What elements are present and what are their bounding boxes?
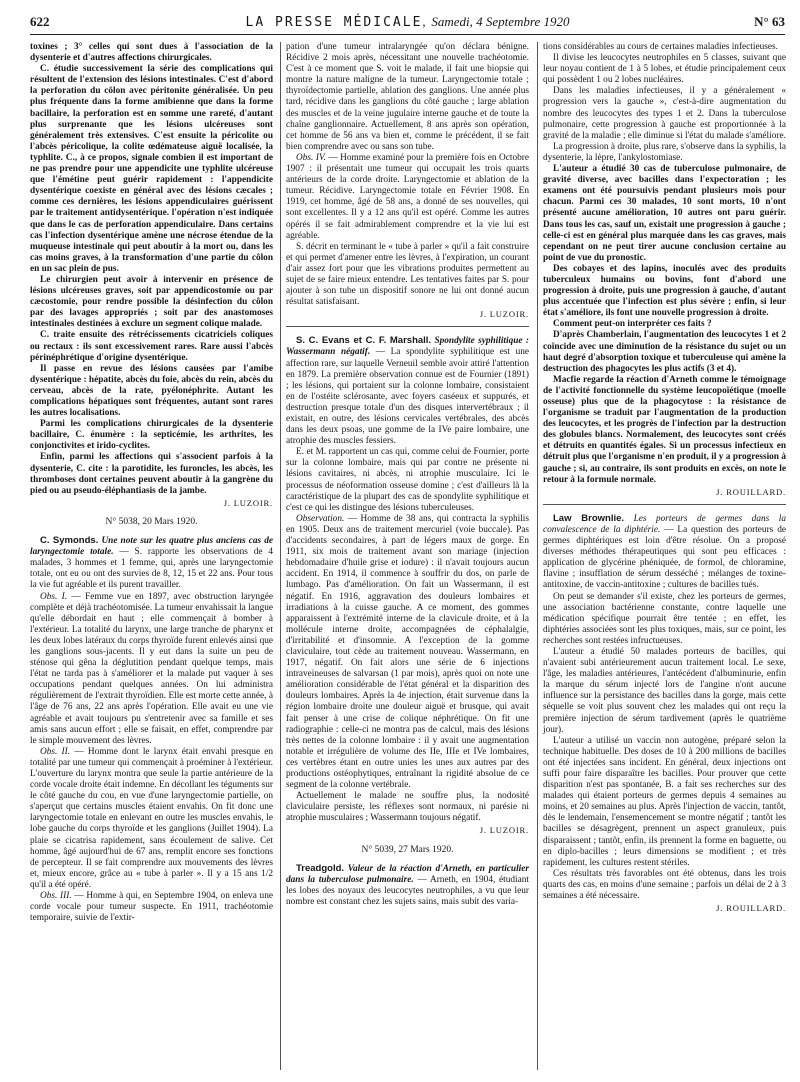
paragraph: Enfin, parmi les affections qui s'associent parfois à la dysenterie, C. cite : la parotidite, les furoncles, les abcès, les thromboses dont certaines peuvent aboutir à la gangrène du pied ou au pseudo-éléphantiasis de la jambe. [30,452,273,496]
abstract-intro [543,513,786,592]
paragraph: Dans les maladies infectieuses, il y a généralement « progression vers la gauche », c'est-à-dire augmentation du nombre des leucocytes des types 1 et 2. Dans la tuberculose pulmonaire, cette progression à gauche est proportionnée à la gravité de la maladie ; elle diminue si l'état du malade s'améliore. [543,86,786,141]
signature: J. ROUILLARD. [716,486,786,497]
abstract-title: Une note sur les quatre plus anciens cas de laryngectomie totale. [30,536,273,558]
abstract-intro [286,335,529,447]
abstract-text: — Arneth, en 1904, étudiant les lobes des noyaux des leucocytes neutrophiles, a vu que leur nombre est constant chez les sujets sains, mais subit des varia- [286,874,529,907]
paragraph: pation d'une tumeur intralaryngée qu'on déclara bénigne. Récidive 2 mois après, nécessitant une nouvelle trachéotomie. C'est à ce moment que S. voit le malade, il fait une biopsie qui montre la nature maligne de la tumeur. Laryngectomie totale ; thyroïdectomie partielle, ablation des ganglions. Une année plus tard, récidive dans les ganglions du côté gauche ; large ablation des muscles et de la veine jugulaire interne gauche et de toute la chaîne ganglionnaire. Actuellement, 8 ans après son opération, cet homme de 56 ans va bien et, comme le précédent, il se fait bien comprendre avec ou sans son tube. [286,42,529,152]
paragraph: E. et M. rapportent un cas qui, comme celui de Fournier, porte sur la colonne lombaire, mais qui par contre ne présente ni lésions cavitaires, ni abcès, ni atrophie musculaire. Ici le processus de néoformation osseuse domine ; c'est d'ailleurs là la caractéristique de la plupart des cas de spondylite syphilitique et c'est ce qui les distingue des lésions tuberculeuses. [286,447,529,513]
paragraph: Actuellement le malade ne souffre plus, la nodosité claviculaire persiste, les réflexes sont normaux, ni parésie ni atrophie musculaires ; Wassermann toujours négatif. [286,791,529,824]
paragraph: Des cobayes et des lapins, inoculés avec des produits tuberculeux humains ou bovins, font d'abord une progression à droite, puis une progression à gauche, d'autant plus accentuée que l'infection est plus sévère ; enfin, si leur état s'améliore, ils font une nouvelle progression à droite. [543,263,786,319]
column-1 [30,42,273,924]
column-divider-1 [280,42,281,1070]
observation [30,747,273,891]
observation [286,153,529,242]
header-rule [30,34,785,35]
observation-text: — Homme à qui, en Septembre 1904, on enleva une corde vocale pour tumeur suspecte. En 1911, trachéotomie temporaire, suivie de l'extir- [30,891,273,924]
observation-text: — Homme dont le larynx était envahi presque en totalité par une tumeur qui commençait à proéminer à l'extérieur. L'ouverture du larynx montra que seule la partie antérieure de la corde vocale droite était indemne. En décollant les téguments sur le côté gauche du cou, en vue d'une laryngectomie partielle, on s'aperçut que certains muscles étaient envahis. On fit donc une laryngectomie totale en enlevant en outre les muscles envahis, le lobe gauche du corps thyroïde et les ganglions (Juillet 1904). La plaie se cicatrisa rapidement, sans écoulement de salive. Cet homme, âgé aujourd'hui de 67 ans, remplit encore ses fonctions de percepteur. Il se fait comprendre aux mouvements des lèvres et, mieux encore, grâce au « tube à parler ». Il y a 15 ans 1/2 qu'il a été opéré. [30,746,273,890]
abstract-text: — La spondylite syphilitique est une affection rare, sur laquelle Verneuil semble avoir attiré l'attention en 1879. La première observation connue est de Fournier (1891) ; les lésions, qui portaient sur la colonne lombaire, consistaient en de l'ostéite sclérosante, avec foyers caséeux et suppurés, et destruction presque totale d'un des disques intervertébraux ; il existait, en outre, des lésions cervicales vertébrales, des abcès dans les deux psoas, une gomme de la IVe paire lombaire, une atrophie des muscles fessiers. [286,347,529,447]
paragraph: L'auteur a étudié 30 cas de tuberculose pulmonaire, de gravité diverse, avec bacilles dans l'expectoration ; les examens ont été poursuivis pendant plusieurs mois pour chacun. Parmi ces 30 malades, 10 sont morts, 10 n'ont présenté aucune amélioration, 10 autres ont paru guérir. Dans tous les cas, sauf un, existait une progression à gauche ; celle-ci est en général plus marquée dans les cas graves, mais cependant on ne peut tirer aucune conclusion certaine au point de vue du pronostic. [543,164,786,263]
paragraph: Comment peut-on interpréter ces faits ? [553,319,712,330]
observation [30,891,273,924]
separator [543,504,786,505]
paragraph: D'après Chamberlain, l'augmentation des leucocytes 1 et 2 coïncide avec une diminution de la résistance du sujet ou un haut degré d'absorption toxique et tuberculeuse qui amène la destruction des phagocytes les plus actifs (3 et 4). [543,330,786,374]
paragraph: La progression à droite, plus rare, s'observe dans la syphilis, la dysenterie, la lèpre, l'ankylostomiase. [543,141,786,163]
paragraph: tions considérables au cours de certaines maladies infectieuses. [543,42,778,52]
abstract-title: Valeur de la réaction d'Arneth, en particulier dans la tuberculose pulmonaire. [286,863,529,885]
abstract-title: Spondylite syphilitique : Wassermann négatif. [286,336,529,358]
paragraph: Parmi les complications chirurgicales de la dysenterie bacillaire, C. énumère : la septicémie, les arthrites, les conjonctivites et irido-cyclites. [30,419,273,452]
paragraph: Macfie regarde la réaction d'Arneth comme le témoignage de l'activité fonctionnelle du système leucopoïétique (moelle osseuse) plus que de la phagocytose : la résistance de l'organisme se traduit par l'augmentation de la production des leucocytes, et les progrès de l'infection par la destruction des globules blancs. Normalement, des leucocytes sont créés et détruits en quantités égales. Si un processus infectieux en détruit plus que l'organisme n'en produit, il y a progression à gauche ; si, au contraire, ils sont produits en excès, on note le retour à la formule normale. [543,374,786,485]
paragraph: C. traite ensuite des rétrécissements cicatriciels coliques ou rectaux : ils sont excessivement rares. Rare aussi l'abcès périnéphrétique d'origine dysentérique. [30,330,273,363]
column-3 [543,42,786,917]
journal-line: LA PRESSE MÉDICALE, Samedi, 4 Septembre 1920 [245,14,570,30]
observation-text: — Homme examiné pour la première fois en Octobre 1907 : il présentait une tumeur qui occupait les trois quarts antérieurs de la corde droite. Laryngectomie et ablation de la tumeur. Récidive. Laryngectomie totale en Février 1908. En 1919, cet homme, âgé de 58 ans, a donné de ses nouvelles, qui sont excellentes. Il y a 12 ans qu'il est opéré. Comme les autres opérés il se fait admirablement comprendre et la vie lui est agréable. [286,152,529,241]
issue-number: N° 63 [754,14,785,29]
observation-label: Observation. [296,513,345,524]
page-number: 622 [30,14,50,29]
abstract-title: Les porteurs de germes dans la convalescence de la diphtérie. [543,513,786,535]
paragraph: toxines ; 3° celles qui sont dues à l'association de la dysenterie et d'autres affections chirurgicales. [30,42,273,64]
signature: J. LUZOIR. [223,497,273,508]
abstract-date: N° 5038, 20 Mars 1920. [105,516,198,527]
author: C. Symonds. [40,535,99,547]
author: Law Brownlie. [553,512,625,524]
paragraph: On peut se demander s'il existe, chez les porteurs de germes, une association bactérienne constante, contre laquelle une médication spécifique pourrait être tentée ; en effet, les diphtéries associées sont les plus toxiques, mais, sur ce point, les recherches sont restées infructueuses. [543,591,786,646]
journal-title: LA PRESSE MÉDICALE [245,15,423,30]
paragraph: Le chirurgien peut avoir à intervenir en présence de lésions ulcéreuses graves, soit par appendicostomie ou par cæcostomie, pour rendre possible la désinfection du côlon par des lavages appropriés ; soit par des anastomoses intestinales destinées à exclure un segment colique malade. [30,274,273,330]
author: Treadgold. [296,862,345,874]
signature: J. LUZOIR. [479,309,529,320]
paragraph: C. étudie successivement la série des complications qui résultent de l'extension des lésions intestinales. C'est d'abord la perforation du côlon avec péritonite généralisée. Un peu plus fréquente dans la forme amibienne que dans la forme bacillaire, la perforation est en somme une rareté, d'autant plus surprenante que les lésions ulcéreuses sont généralement très extensives. C'est ensuite la péricolite ou l'abcès péricolique, la colite œdémateuse aiguë localisée, la typhlite. C., à ce propos, signale combien il est important de ne pas prendre pour une appendicite une typhlite ulcéreuse que l'émétine peut guérir rapidement : l'appendicite dysentérique coexiste en général avec des lésions cæcales ; comme ces dernières, les lésions appendiculaires guérissent par le traitement antidysentérique. l'opération n'est indiquée que dans le cas de perforation appendiculaire. Dans certains cas l'infection dysentérique amène une nécrose étendue de la muqueuse intestinale qui peut aboutir à la mort ou, dans les cas moins graves, à la transformation d'une partie du côlon en un sac plein de pus. [30,64,273,274]
author: S. C. Evans et C. F. Marshall. [296,335,432,347]
observation-label: Obs. IV. [296,152,326,163]
paragraph: L'auteur a utilisé un vaccin non autogène, préparé selon la technique habituelle. Des doses de 10 à 200 millions de bacilles ont été injectées sans incident. En général, deux injections ont suffi pour faire disparaître les bacilles. Pour prouver que cette disparition n'est pas spontanée, B. a fait ses recherches sur des malades qui étaient porteurs de germes depuis 4 semaines au moins, et 20 semaines au plus. Après l'injection de vaccin, tantôt, dès le lendemain, l'ensemencement se montre négatif ; tantôt les bacilles se désagrègent, prennent un aspect granuleux, puis disparaissent ; tantôt, enfin, ils prennent la forme en baguette, ou en diplo-bacilles ; leurs dimensions se modifient ; et très rapidement, les cultures restent stériles. [543,735,786,868]
observation-label: Obs. I. [40,591,68,602]
observation [30,592,273,747]
observation-label: Obs. II. [40,746,71,757]
paragraph: S. décrit en terminant le « tube à parler » qu'il a fait construire et qui permet d'amener entre les lèvres, à l'expiration, un courant d'air assez fort pour que les vibrations produites permettent au sujet de se faire mieux entendre. Les tentatives faites par S. pour ajouter à son tube un dispositif sonore ne lui ont donné aucun résultat satisfaisant. [286,241,529,308]
column-divider-2 [537,42,538,1070]
paragraph: Il divise les leucocytes neutrophiles en 5 classes, suivant que leur noyau contient de 1 à 5 lobes, et étudie principalement ceux qui possèdent 1 ou 2 lobes nucléaires. [543,53,786,86]
page-header [30,14,785,34]
observation-text: — Homme de 38 ans, qui contracta la syphilis en 1905. Deux ans de traitement mercuriel (voie buccale). Pas d'accidents secondaires, à part de légers maux de gorge. En 1911, six mois de traitement avant son mariage (injection hebdomadaire d'huile grise et iodure) : il n'avait toujours aucun accident. En 1914, il commence à souffrir du dos, on parle de lumbago. Pas d'amélioration. On fait un Wassermann, il est négatif. En 1916, aggravation des douleurs lombaires et irradiations à la cuisse gauche. A ce moment, des gommes apparaissent à l'extrémité interne de la clavicule droite, et à la mollécule interne droite, accompagnées de céphalalgie, d'irritabilité et d'insomnie. A l'exception de la gomme claviculaire, tout cède au traitement nouveau. Wassermann, en 1917, négatif. On fait alors une série de 6 injections intraveineuses de salvarsan (1 par mois), après quoi on note une amélioration considérable de l'état général et la disparition des douleurs lombaires. Après la 4e injection, était survenue dans la région lombaire droite une douleur aiguë et brusque, qui avait fait penser à une crise de colique néphrétique. On fit une radiographie : celle-ci ne montra pas de calcul, mais des lésions très nettes de la colonne lombaire : il y avait une augmentation notable et irrégulière de volume des IIe, IIIe et IVe lombaires, ces vertèbres étant en outre unies les unes aux autres par des productions ostéophytiques, entraînant la rigidité absolue de ce segment de la colonne vertébrale. [286,513,529,791]
paragraph: L'auteur a étudié 50 malades porteurs de bacilles, qui n'avaient subi antérieurement aucun traitement local. Le sexe, l'âge, les maladies antérieures, l'antécédent d'albuminurie, enfin la marque du sérum injecté lors de l'angine n'ont aucune influence sur la persistance des bacilles dans la gorge, mais cette séquelle se voit plus souvent chez les malades qui ont reçu la première injection de sérum tardivement (après le quatrième jour). [543,646,786,735]
abstract-text: — La question des porteurs de germes diphtériques est loin d'être résolue. On a proposé diverses méthodes thérapeutiques qui sont peu efficaces : application de glycérine phéniquée, de formol, de chloramine, flavine ; insufflation de sérum desséché ; mélanges de toxine-antitoxine, de vaccin-antitoxine ; cultures de bacilles tués. [543,524,786,591]
separator [286,326,529,327]
issue-date: Samedi, 4 Septembre 1920 [431,14,570,29]
observation-text: — Femme vue en 1897, avec obstruction laryngée complète et déjà trachéotomisée. La tumeur envahissait la langue qu'elle débordait en haut ; elle commençait à bomber à l'extérieur. La totalité du larynx, une large tranche de pharynx et les deux lobes latéraux du corps thyroïde furent enlevés ainsi que les ganglions sous-jacents. Il y eut dans la suite un peu de sténose qui gêna la déglutition pendant quelque temps, mais l'état ne tarda pas à s'améliorer et la malade put vaquer à ses occupations pendant quelques années. On lui administra régulièrement de l'extrait thyroïdien. Elle est morte cette année, à l'âge de 76 ans, 22 ans après l'opération. Elle avait eu une vie agréable et avait toujours pu s'entretenir avec sa famille et ses amis sans aucun effort ; elle se faisait, en effet, comprendre par le simple mouvement des lèvres. [30,591,273,746]
paragraph: Ces résultats très favorables ont été obtenus, dans les trois quarts des cas, en moins d'une semaine ; parfois un délai de 2 à 3 semaines a été nécessaire. [543,868,786,902]
observation [286,514,529,791]
paragraph: Il passe en revue des lésions causées par l'amibe dysentérique : hépatite, abcès du foie, abcès du rein, abcès du cerveau, abcès de la rate, pyélonéphrite. Autant les complications hépatiques sont fréquentes, autant sont rares les autres localisations. [30,363,273,419]
signature: J. ROUILLARD. [716,903,786,914]
column-2 [286,42,529,908]
abstract-intro [30,535,273,591]
observation-label: Obs. III. [40,891,72,902]
abstract-date: N° 5039, 27 Mars 1920. [361,844,454,855]
signature: J. LUZOIR. [479,825,529,836]
abstract-intro [286,863,529,908]
abstract-text: — S. rapporte les observations de 4 malades, 3 hommes et 1 femme, qui, après une laryngectomie totale, ont eu ou ont des survies de 8, 12, 15 et 22 ans. Pour tous la vie fut agréable et ils purent travailler. [30,547,273,591]
